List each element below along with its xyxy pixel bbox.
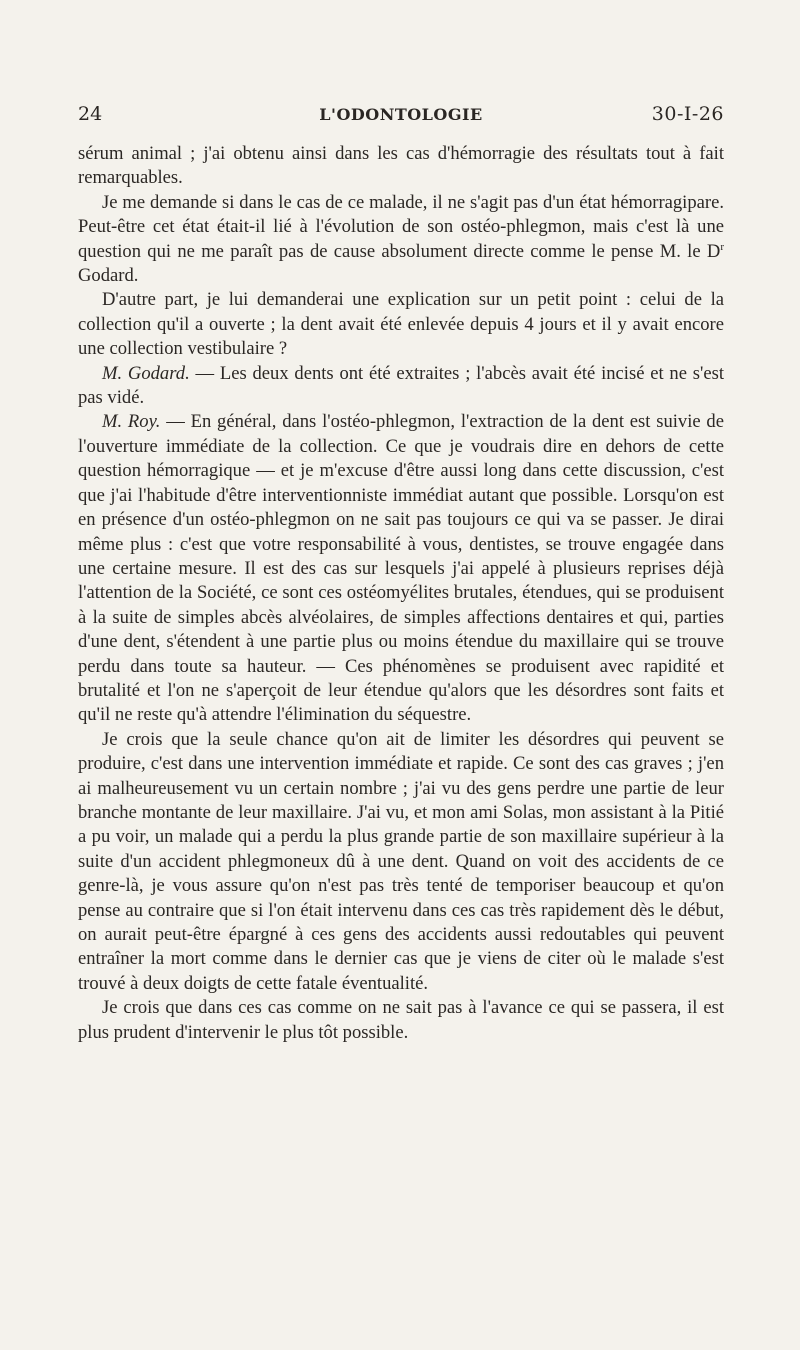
paragraph-1	[78, 142, 724, 191]
running-header	[78, 103, 724, 131]
paragraph-3	[78, 288, 724, 361]
journal-title: L'ODONTOLOGIE	[319, 105, 483, 124]
paragraph-6	[78, 728, 724, 996]
speaker-name: M. Godard.	[102, 362, 190, 384]
paragraph-text: sérum animal ; j'ai obtenu ainsi dans les cas d'hémorragie des résultats tout à fait remarquables.	[78, 143, 724, 189]
body-text	[78, 142, 724, 1045]
paragraph-4	[78, 362, 724, 411]
paragraph-5	[78, 410, 724, 727]
superscript: r	[720, 240, 724, 253]
paragraph-text: — Les deux dents ont été extraites ; l'abcès avait été incisé et ne s'est pas vidé.	[78, 362, 724, 409]
paragraph-2	[78, 191, 724, 289]
paragraph-tail: Godard.	[78, 265, 139, 287]
paragraph-text: — En général, dans l'ostéo-phlegmon, l'extraction de la dent est suivie de l'ouverture immédiate de la collection. Ce que je voudrais dire en dehors de cette question hémorragique — et je m'excuse d'être aussi long dans cette discussion, c'est que j'ai l'habitude d'être interventionniste immédiat autant que possible. Lorsqu'on est en présence d'un ostéo-phlegmon on ne sait pas toujours ce qui va se passer. Je dirai même plus : c'est que votre responsabilité à vous, dentistes, se trouve engagée dans une certaine mesure. Il est des cas sur lesquels j'ai appelé à plusieurs reprises déjà l'attention de la Société, ce sont ces ostéomyélites brutales, étendues, qui se produisent à la suite de simples abcès alvéolaires, de simples affections dentaires et qui, parties d'une dent, s'étendent à une partie plus ou moins étendue du maxillaire qui se trouve perdu dans toute sa hauteur. — Ces phénomènes se produisent avec rapidité et brutalité et l'on ne s'aperçoit de leur étendue qu'alors que les désordres sont faits et qu'il ne reste qu'à attendre l'élimination du séquestre.	[78, 411, 724, 726]
paragraph-text: D'autre part, je lui demanderai une explication sur un petit point : celui de la collection qu'il a ouverte ; la dent avait été enlevée depuis 4 jours et il y avait encore une collection vestibulaire ?	[78, 289, 724, 360]
issue-date: 30-I-26	[651, 103, 724, 125]
paragraph-text: Je crois que la seule chance qu'on ait de limiter les désordres qui peuvent se produire, c'est dans une intervention immédiate et rapide. Ce sont des cas graves ; j'en ai malheureusement vu un certain nombre ; j'ai vu des gens perdre une partie de leur branche montante de leur maxillaire. J'ai vu, et mon ami Solas, mon assistant à la Pitié a pu voir, un malade qui a perdu la plus grande partie de son maxillaire supérieur à la suite d'un accident phlegmoneux dû à une dent. Quand on voit des accidents de ce genre-là, je vous assure qu'on n'est pas très tenté de temporiser beaucoup et qu'on pense au contraire que si l'on était intervenu dans ces cas très rapidement dès le début, on aurait peut-être épargné à ces gens des accidents aussi redoutables qui peuvent entraîner la mort comme dans le dernier cas que je viens de citer où le malade s'est trouvé à deux doigts de cette fatale éventualité.	[78, 728, 724, 994]
paragraph-text: Je crois que dans ces cas comme on ne sait pas à l'avance ce qui se passera, il est plus prudent d'intervenir le plus tôt possible.	[78, 997, 724, 1043]
paragraph-text: Je me demande si dans le cas de ce malade, il ne s'agit pas d'un état hémorragipare. Peut-être cet état était-il lié à l'évolution de son ostéo-phlegmon, mais c'est là une question qui ne me paraît pas de cause absolument directe comme le pense M. le D	[78, 191, 724, 262]
speaker-name: M. Roy.	[102, 411, 161, 433]
paragraph-7	[78, 996, 724, 1045]
page-number: 24	[78, 103, 103, 125]
